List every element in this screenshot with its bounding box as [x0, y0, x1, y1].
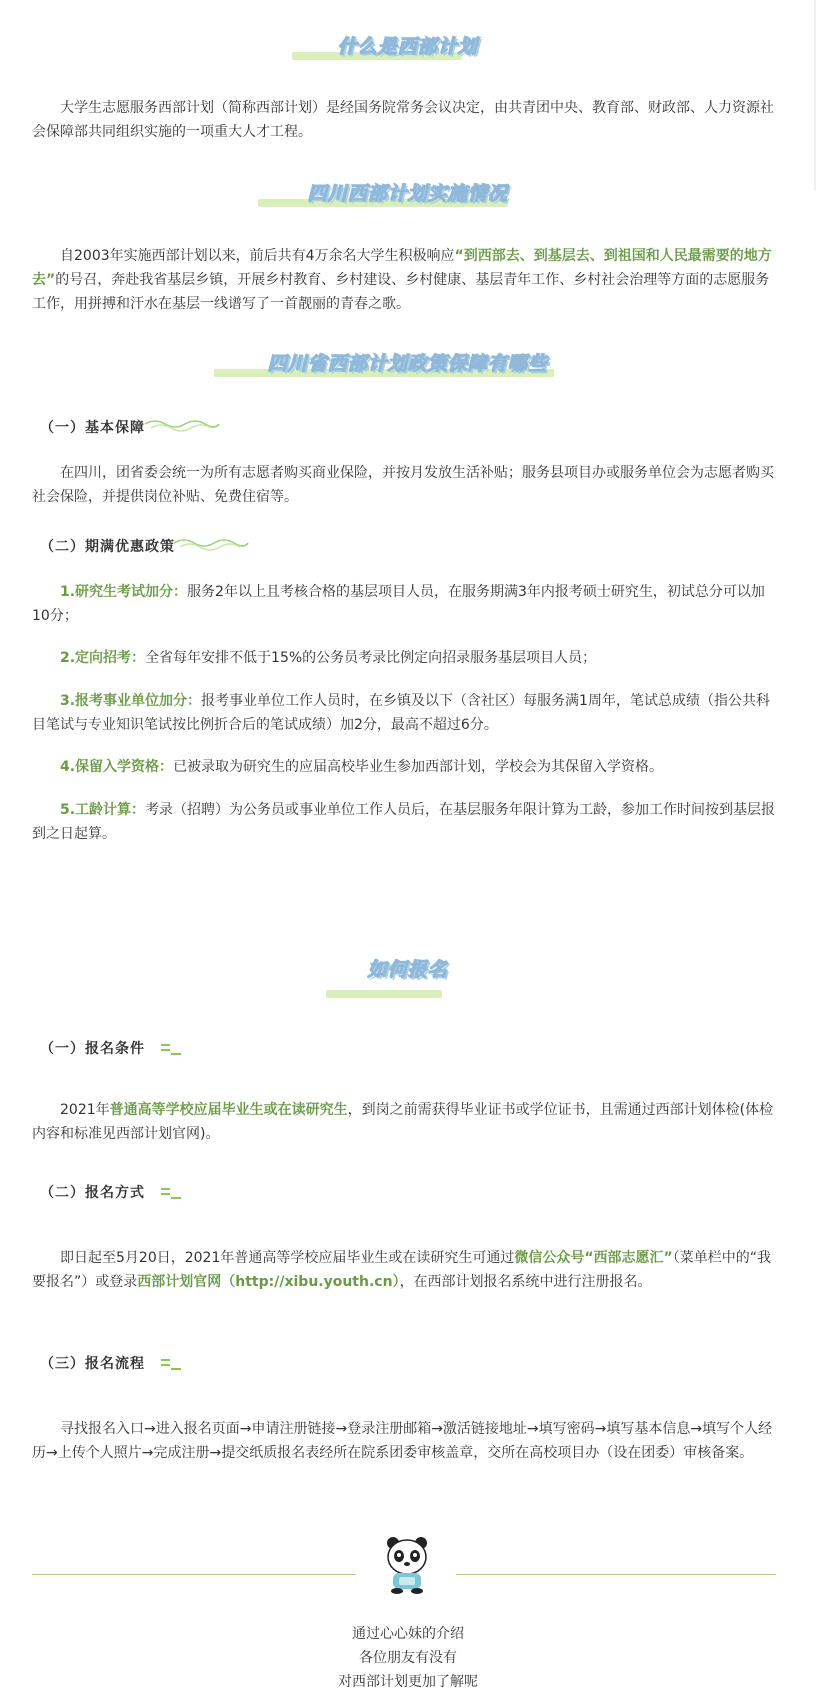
- subheading-expiry-benefits: （二）期满优惠政策: [40, 539, 175, 555]
- section-title-policy: 四川省西部计划政策保障有哪些: [267, 353, 548, 375]
- paragraph-text: ，在西部计划报名系统中进行注册报名。: [399, 1274, 652, 1290]
- policy-text: 服务2年以上且考核合格的基层项目人员，在服务期满3年内报考硕士研究生，初试总分可以加10分；: [32, 584, 765, 624]
- section-title-sichuan: 四川西部计划实施情况: [307, 183, 508, 205]
- basic-guarantee-paragraph: 在四川，团省委会统一为所有志愿者购买商业保险，并按月发放生活补贴；服务县项目办或服务单位会为志愿者购买社会保险，并提供岗位补贴、免费住宿等。: [32, 465, 774, 505]
- paragraph-text: 的号召，奔赴我省基层乡镇，开展乡村教育、乡村建设、乡村健康、基层青年工作、乡村社会治理等方面的志愿服务工作，用拼搏和汗水在基层一线谱写了一首靓丽的青春之歌。: [32, 272, 770, 312]
- title-underline: [326, 990, 442, 998]
- equals-underscore-icon: [161, 1357, 183, 1369]
- eligibility-highlight: 普通高等学校应届毕业生或在读研究生: [109, 1102, 348, 1118]
- divider-line: [456, 1574, 776, 1575]
- slogan-highlight: “到西部去、到基层去、到祖国和人民最需要的地方去”: [32, 248, 772, 288]
- paragraph-text: 自2003年实施西部计划以来，前后共有4万余名大学生积极响应: [60, 248, 455, 264]
- panda-icon: [383, 1535, 431, 1595]
- official-site-link[interactable]: 西部计划官网（http://xibu.youth.cn）: [137, 1274, 400, 1290]
- policy-label: 5.工龄计算：: [60, 802, 146, 818]
- subheading-process: （三）报名流程: [40, 1356, 145, 1372]
- policy-item: [32, 646, 776, 670]
- policy-label: 2.定向招考：: [60, 650, 146, 666]
- closing-line-1: 通过心心妹的介绍: [352, 1626, 464, 1642]
- policy-text: 已被录取为研究生的应届高校毕业生参加西部计划，学校会为其保留入学资格。: [173, 759, 664, 775]
- wave-icon: [172, 535, 250, 551]
- policy-item: [32, 798, 776, 846]
- sichuan-paragraph: [32, 244, 776, 316]
- wechat-account-link[interactable]: 微信公众号“西部志愿汇”: [514, 1250, 673, 1266]
- wave-icon: [143, 416, 221, 432]
- closing-line-3: 对西部计划更加了解呢: [338, 1674, 478, 1690]
- policy-text: 考录（招聘）为公务员或事业单位工作人员后，在基层服务年限计算为工龄，参加工作时间按到基层报到之日起算。: [32, 802, 776, 842]
- policy-item: [32, 580, 776, 628]
- divider-line: [32, 1574, 356, 1575]
- section-title-what: 什么是西部计划: [337, 36, 478, 58]
- policy-item: [32, 755, 776, 779]
- policy-label: 4.保留入学资格：: [60, 759, 174, 775]
- policy-label: 1.研究生考试加分：: [60, 584, 188, 600]
- closing-line-2: 各位朋友有没有: [359, 1650, 457, 1666]
- paragraph-text: ，到岗之前需获得毕业证书或学位证书，且需通过西部计划体检(体检内容和标准见西部计划官网)。: [32, 1102, 774, 1142]
- paragraph-text: 2021年: [60, 1102, 110, 1118]
- equals-underscore-icon: [161, 1042, 183, 1054]
- policy-item: [32, 689, 776, 737]
- policy-text: 报考事业单位工作人员时，在乡镇及以下（含社区）每服务满1周年，笔试总成绩（指公共科目笔试与专业知识笔试按比例折合后的笔试成绩）加2分，最高不超过6分。: [32, 693, 770, 733]
- subheading-methods: （二）报名方式: [40, 1185, 145, 1201]
- subheading-requirements: （一）报名条件: [40, 1041, 145, 1057]
- policy-text: 全省每年安排不低于15%的公务员考录比例定向招录服务基层项目人员；: [145, 650, 597, 666]
- section-title-how-to-apply: 如何报名: [367, 959, 448, 981]
- methods-paragraph: [32, 1246, 776, 1294]
- subheading-basic: （一）基本保障: [40, 420, 145, 436]
- process-paragraph: 寻找报名入口→进入报名页面→申请注册链接→登录注册邮箱→激活链接地址→填写密码→填写基本信息→填写个人经历→上传个人照片→完成注册→提交纸质报名表经所在院系团委审核盖章，交所在高校项目办（设在团委）审核备案。: [32, 1421, 773, 1461]
- paragraph-text: 即日起至5月20日，2021年普通高等学校应届毕业生或在读研究生可通过: [60, 1250, 515, 1266]
- intro-paragraph: 大学生志愿服务西部计划（简称西部计划）是经国务院常务会议决定，由共青团中央、教育部、财政部、人力资源社会保障部共同组织实施的一项重大人才工程。: [32, 100, 774, 140]
- requirements-paragraph: [32, 1098, 776, 1146]
- equals-underscore-icon: [161, 1186, 183, 1198]
- policy-label: 3.报考事业单位加分：: [60, 693, 202, 709]
- paragraph-text: （菜单栏中的“我要报名”）或登录: [32, 1250, 772, 1290]
